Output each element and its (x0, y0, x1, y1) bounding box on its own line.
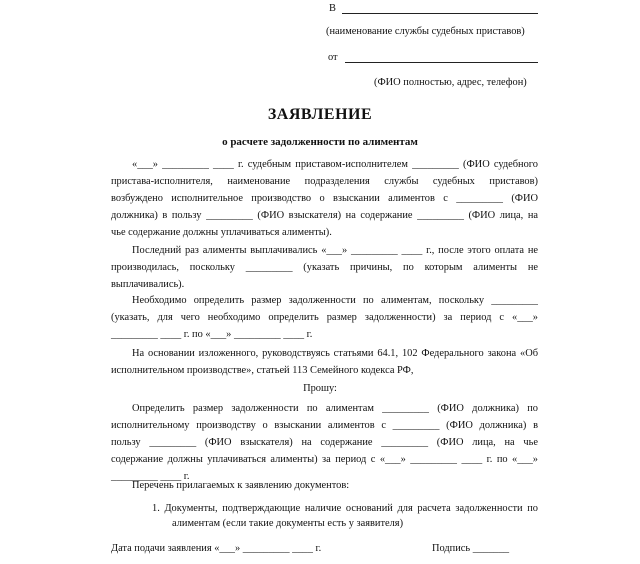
p2-line-1: Последний раз алименты выплачивались «___» _________ ____ г., после этого оплата не (132, 245, 538, 256)
p1-line-5: чье содержание должны уплачиваться алименты). (111, 227, 332, 238)
signature-field: Подпись _______ (432, 543, 510, 554)
document-subtitle: о расчете задолженности по алиментам (222, 136, 418, 148)
attachment-item-1-line-2: алиментам (если такие документы есть у заявителя) (172, 518, 404, 529)
request-heading: Прошу: (303, 383, 337, 394)
attachments-intro: Перечень прилагаемых к заявлению документов: (132, 480, 350, 491)
p1-line-1: «___» _________ ____ г. судебным приставом-исполнителем _________ (ФИО судебного (132, 159, 538, 170)
p3-line-3: _________ ____ г. по «___» _________ ____ г. (111, 329, 313, 340)
p4-line-2: исполнительном производстве», статьей 113 Семейного кодекса РФ, (111, 365, 414, 376)
p2-line-3: выплачивались). (111, 279, 185, 290)
p3-line-2: (указать, для чего необходимо определить размер задолженности) за период с «___» (111, 312, 538, 323)
p5-line-4: содержание должны уплачиваться алименты) за период с «___» _________ ____ г. по «___» (111, 454, 538, 465)
to-label: В (329, 3, 336, 14)
p5-line-1: Определить размер задолженности по алиментам _________ (ФИО должника) по (132, 403, 538, 414)
attachment-item-1-line-1: 1. Документы, подтверждающие наличие оснований для расчета задолженности по (152, 503, 538, 514)
p2-line-2: производилась, поскольку _________ (указать причины, по которым алименты не (111, 262, 538, 273)
p3-line-1: Необходимо определить размер задолженности по алиментам, поскольку _________ (132, 295, 538, 306)
p1-line-2: пристава-исполнителя, наименование подразделения службы судебных приставов) (111, 176, 538, 187)
p5-line-3: пользу _________ (ФИО взыскателя) на содержание _________ (ФИО лица, на чье (111, 437, 538, 448)
p1-line-4: должника) в пользу _________ (ФИО взыскателя) на содержание _________ (ФИО лица, на (111, 210, 538, 221)
p4-line-1: На основании изложенного, руководствуясь статьями 64.1, 102 Федерального закона «Об (132, 348, 538, 359)
to-line (342, 13, 538, 14)
document-title: ЗАЯВЛЕНИЕ (267, 106, 373, 123)
p5-line-5: _________ ____ г. (111, 471, 190, 482)
from-caption: (ФИО полностью, адрес, телефон) (374, 77, 527, 88)
submission-date: Дата подачи заявления «___» _________ ____ г. (111, 543, 322, 554)
p5-line-2: исполнительному производству о взыскании алиментов с _________ (ФИО должника) в (111, 420, 538, 431)
to-caption: (наименование службы судебных приставов) (326, 26, 525, 37)
from-label: от (328, 52, 338, 63)
from-line (345, 62, 538, 63)
p1-line-3: возбуждено исполнительное производство о взыскании алиментов с _________ (ФИО (111, 193, 538, 204)
